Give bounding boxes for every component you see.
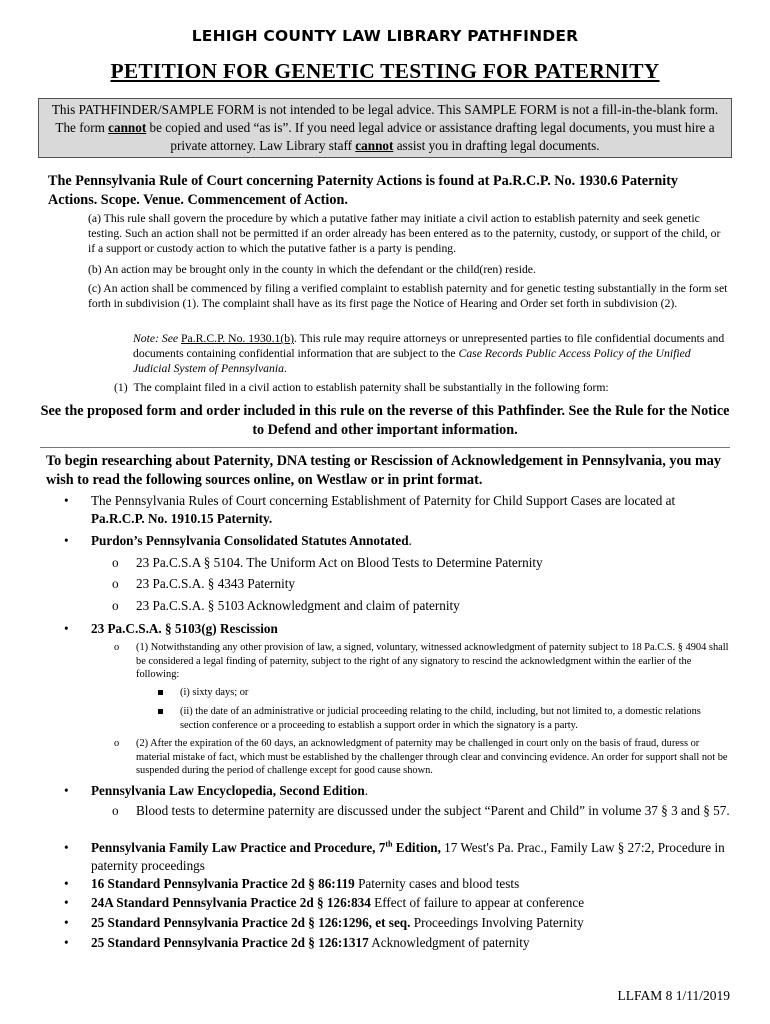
list-item-plain: 17 West's Pa. Prac., Family Law § 27:2, Procedure in paternity proceedings (91, 840, 725, 873)
bullet-icon: • (64, 493, 69, 508)
bullet-icon: • (64, 621, 69, 636)
bullet-icon: • (64, 895, 69, 910)
list-item-bold: 16 Standard Pennsylvania Practice 2d § 86:119 (91, 876, 355, 891)
research-heading: To begin researching about Paternity, DNA testing or Rescission of Acknowledgement in Pennsylvania, you may wish to read the following sources online, on Westlaw or in print format. (46, 453, 721, 488)
sub-list-item-text: Blood tests to determine paternity are discussed under the subject “Parent and Child” in volume 37 § 3 and § 57. (136, 803, 730, 818)
note-reference-link[interactable]: Pa.R.C.P. No. 1930.1(b) (181, 332, 295, 345)
list-item-bold: Pennsylvania Law Encyclopedia, Second Edition (91, 783, 365, 798)
bullet-icon: • (64, 840, 69, 855)
sub-list-item-text: (1) Notwithstanding any other provision of law, a signed, voluntary, witnessed acknowledgment of paternity subject to 18 Pa.C.S. § 4904 shall be considered a legal finding of paternity, subject to the right of any signatory to rescind the acknowledgment within the earlier of the following: (136, 642, 729, 680)
list-item-text (91, 914, 730, 932)
list-item-text (91, 934, 730, 952)
list-item-superscript: th (385, 839, 393, 849)
sub-list-item-text: 23 Pa.C.S.A. § 4343 Paternity (136, 576, 295, 591)
list-item-text (91, 894, 730, 912)
note-policy-title: Case Records Public Access Policy of the Unified Judicial System of Pennsylvania (133, 347, 691, 375)
section-divider (40, 447, 730, 448)
circle-bullet-icon: o (114, 738, 120, 749)
page-title: PETITION FOR GENETIC TESTING FOR PATERNITY (110, 59, 660, 83)
list-item-bold: 25 Standard Pennsylvania Practice 2d § 126:1317 (91, 935, 369, 950)
list-item-plain: Acknowledgment of paternity (368, 935, 530, 950)
list-item-plain: Paternity cases and blood tests (354, 876, 520, 891)
rule-item-1-number: (1) (114, 381, 128, 394)
rule-subsection-a: (a) This rule shall govern the procedure by which a putative father may initiate a civil action to establish paternity and seek genetic testing. Such an action shall not be permitted if an order already has been entered as to the paternity, custody, or support of the child, or if a support or custody action to which the putative father is a party is pending. (88, 212, 721, 255)
list-item-plain: . (408, 533, 412, 548)
circle-bullet-icon: o (112, 803, 119, 818)
list-item-plain: Effect of failure to appear at conference (370, 895, 585, 910)
rule-subsection-c: (c) An action shall be commenced by filing a verified complaint to establish paternity and for genetic testing substantially in the form set forth in subdivision (1). The complaint shall have as its first page the Notice of Hearing and Order set forth in subdivision (2). (88, 282, 728, 310)
sub-list-item-text: 23 Pa.C.S.A § 5104. The Uniform Act on Blood Tests to Determine Paternity (136, 555, 543, 570)
disclaimer-text-2: be copied and used “as is”. If you need legal advice or assistance drafting legal documents, you must hire a private attorney. Law Library staff (146, 120, 715, 153)
list-item-text (91, 620, 730, 638)
list-item-bold: Pennsylvania Family Law Practice and Procedure, 7 (91, 840, 386, 855)
sub-list-item-text: 23 Pa.C.S.A. § 5103 Acknowledgment and claim of paternity (136, 598, 460, 613)
circle-bullet-icon: o (112, 555, 119, 570)
list-item-bold: 23 Pa.C.S.A. § 5103(g) Rescission (91, 621, 278, 636)
circle-bullet-icon: o (112, 598, 119, 613)
rule-heading: The Pennsylvania Rule of Court concerning Paternity Actions is found at Pa.R.C.P. No. 1930.6 Paternity Actions. Scope. Venue. Commencement of Action. (48, 173, 679, 208)
disclaimer-text-3: assist you in drafting legal documents. (393, 138, 600, 153)
circle-bullet-icon: o (114, 642, 120, 653)
list-item-bold: 25 Standard Pennsylvania Practice 2d § 126:1296, et seq. (91, 915, 411, 930)
list-item-text (91, 532, 730, 550)
rule-item-1-text: The complaint filed in a civil action to establish paternity shall be substantially in the following form: (133, 381, 609, 394)
list-item-plain: The Pennsylvania Rules of Court concerning Establishment of Paternity for Child Support Cases are located at (91, 493, 676, 508)
circle-bullet-icon: o (112, 576, 119, 591)
list-item-text (91, 839, 730, 875)
list-item-plain: . (364, 783, 368, 798)
square-bullet-icon (158, 690, 163, 695)
list-item-text (91, 492, 730, 528)
nested-list-item-text: (ii) the date of an administrative or judicial proceeding relating to the child, including, but not limited to, a domestic relations section conference or a proceeding to establish a support order in which the signatory is a party. (180, 706, 701, 731)
library-heading: LEHIGH COUNTY LAW LIBRARY PATHFINDER (191, 27, 579, 45)
disclaimer-text-1: This PATHFINDER/SAMPLE FORM is not intended to be legal advice. This SAMPLE FORM is not a fill-in-the-blank form. The form (51, 102, 719, 135)
disclaimer-emphasis-1: cannot (108, 120, 147, 135)
square-bullet-icon (158, 709, 163, 714)
list-item-bold: Purdon’s Pennsylvania Consolidated Statutes Annotated (91, 533, 409, 548)
list-item-plain: Proceedings Involving Paternity (410, 915, 584, 930)
rule-note (133, 331, 730, 376)
rule-subsection-b: (b) An action may be brought only in the county in which the defendant or the child(ren) reside. (88, 263, 536, 276)
bullet-icon: • (64, 876, 69, 891)
disclaimer-emphasis-2: cannot (355, 138, 394, 153)
bullet-icon: • (64, 915, 69, 930)
note-label: Note: See (133, 332, 182, 345)
list-item-text (91, 875, 730, 893)
disclaimer-box (38, 98, 732, 158)
bullet-icon: • (64, 533, 69, 548)
list-item-bold: Edition, (392, 840, 441, 855)
bullet-icon: • (64, 935, 69, 950)
list-item-bold: 24A Standard Pennsylvania Practice 2d § 126:834 (91, 895, 371, 910)
bullet-icon: • (64, 783, 69, 798)
note-text: . This rule may require attorneys or unrepresented parties to file confidential documents and documents containing confidential information that are subject to the (133, 332, 725, 360)
list-item-text (91, 782, 730, 800)
list-item-bold: Pa.R.C.P. No. 1910.15 Paternity. (91, 511, 273, 526)
note-end: . (283, 362, 287, 375)
sub-list-item-text: (2) After the expiration of the 60 days, an acknowledgment of paternity may be challenged in court only on the basis of fraud, duress or material mistake of fact, which must be established by the challenger through clear and convincing evidence. An order for support shall not be suspended during the period of challenge except for good cause shown. (136, 738, 728, 776)
rule-item-1 (114, 380, 730, 395)
see-proposed-note: See the proposed form and order included in this rule on the reverse of this Pathfinder. See the Rule for the Notice to Defend and other important information. (40, 403, 730, 438)
nested-list-item-text: (i) sixty days; or (180, 687, 249, 698)
document-footer-code: LLFAM 8 1/11/2019 (617, 988, 730, 1003)
